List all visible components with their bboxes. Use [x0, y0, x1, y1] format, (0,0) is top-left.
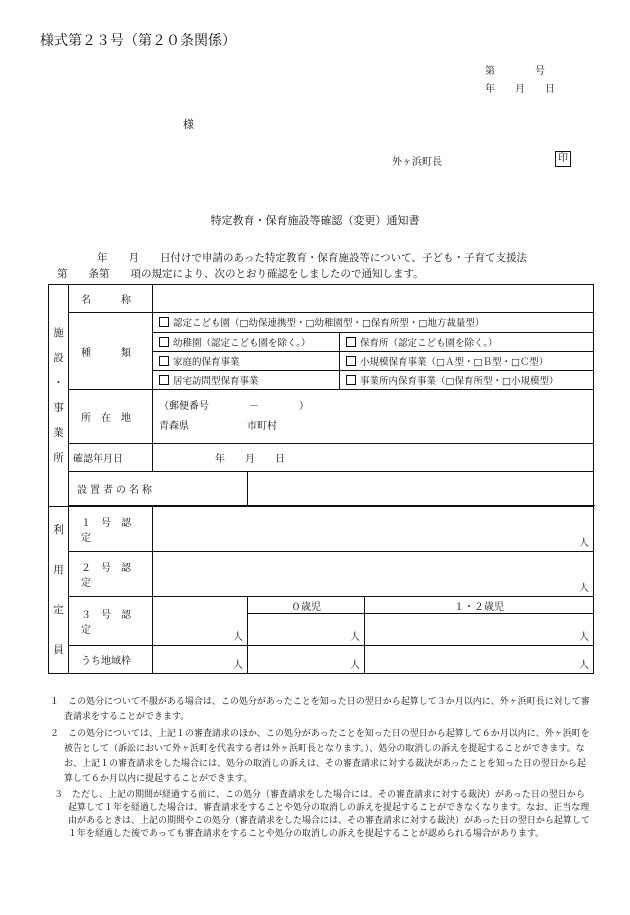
- type-option-home-care[interactable]: 家庭的保育事業: [153, 351, 340, 370]
- intro-line-2: 第 条第 項の規定により、次のとおり確認をしましたので通知します。: [57, 268, 424, 280]
- age0-header: ０歳児: [248, 597, 365, 614]
- type-option-kodomoen[interactable]: 認定こども園（□幼保連携型・□幼稚園型・□保育所型・□地方裁量型）: [153, 313, 593, 332]
- document-date: 年 月 日: [485, 84, 555, 95]
- notes: [50, 695, 590, 843]
- addressee-suffix: 様: [183, 118, 194, 131]
- note-1: １ この処分について不服がある場合は、この処分があったことを知った日の翌日から起算して３か月以内に、外ヶ浜町長に対して審査請求をすることができます。: [50, 697, 590, 722]
- type-option-kindergarten[interactable]: 幼稚園（認定こども園を除く。）: [153, 332, 340, 351]
- cert3-label: ３ 号 認 定: [69, 597, 153, 646]
- founder-field[interactable]: [248, 472, 594, 506]
- name-label: 名 称: [69, 285, 153, 313]
- issuer-name: 外ヶ浜町長: [392, 157, 442, 168]
- type-label: 種 類: [69, 313, 153, 390]
- type-option-small-scale[interactable]: 小規模保育事業（□Ａ型・□Ｂ型・□Ｃ型）: [340, 351, 594, 370]
- intro-line-1: 年 月 日付けで申請のあった特定教育・保育施設等について、子ども・子育て支援法: [97, 252, 527, 264]
- type-options: [153, 313, 594, 390]
- local-quota-age0[interactable]: 人: [248, 646, 365, 674]
- side-users: 利 用 定 員: [49, 507, 69, 674]
- local-quota-total[interactable]: 人: [153, 646, 248, 674]
- local-quota-age12[interactable]: 人: [365, 646, 594, 674]
- note-2: ２ この処分については、上記１の審査請求のほか、この処分があったことを知った日の翌日から起算して６か月以内に、外ヶ浜町を被告として（訴訟において外ヶ浜町を代表する者は外ヶ浜町長となります。）、処分の取消しの訴えを提起することができます。なお、上記１の審査請求をした場合には、処分の取消しの訴えは、その審査請求に対する裁決があったことを知った日の翌日から起算して６か月以内に提起することができます。: [50, 729, 590, 784]
- side-facility: 施 設 ・ 事 業 所: [49, 285, 69, 507]
- cert3-age12-count[interactable]: 人: [365, 614, 594, 646]
- age12-header: １・２歳児: [365, 597, 594, 614]
- form-number: 様式第２３号（第２０条関係）: [40, 33, 236, 49]
- location-label: 所 在 地: [69, 390, 153, 444]
- type-option-workplace[interactable]: 事業所内保育事業（□保育所型・□小規模型）: [340, 370, 594, 389]
- type-option-home-visit[interactable]: 居宅訪問型保育事業: [153, 370, 340, 389]
- note-3: ３ ただし、上記の期間が経過する前に、この処分（審査請求をした場合には、その審査請求に対する裁決）があった日の翌日から起算して１年を経過した場合は、審査請求をすることや処分の取消しの訴えを提起することができなくなります。なお、正当な理由があるときは、上記の期間やこの処分（審査請求をした場合には、その審査請求に対する裁決）があった日の翌日から起算して１年を経過した後であっても審査請求をすることや処分の取消しの訴えを提起することが認められる場合があります。: [54, 790, 590, 839]
- document-title: 特定教育・保育施設等確認（変更）通知書: [210, 214, 420, 227]
- type-option-nursery[interactable]: 保育所（認定こども園を除く。）: [340, 332, 594, 351]
- location-field[interactable]: [153, 390, 594, 444]
- confirm-date-field[interactable]: 年 月 日: [153, 444, 594, 472]
- cert1-label: １ 号 認 定: [69, 507, 153, 552]
- cert3-age0-count[interactable]: 人: [248, 614, 365, 646]
- cert3-total[interactable]: 人: [153, 597, 248, 646]
- postal-code: （郵便番号 － ）: [159, 400, 309, 412]
- cert2-count[interactable]: 人: [153, 552, 594, 597]
- document-number: 第 号: [485, 66, 545, 77]
- city-suffix: 市町村: [247, 420, 277, 432]
- cert2-label: ２ 号 認 定: [69, 552, 153, 597]
- local-quota-label: うち地域枠: [69, 646, 153, 674]
- cert1-count[interactable]: 人: [153, 507, 594, 552]
- founder-label: 設置者の名称: [69, 472, 248, 506]
- name-field[interactable]: [153, 285, 594, 313]
- prefecture: 青森県: [159, 420, 189, 432]
- confirm-date-label: 確認年月日: [69, 444, 153, 472]
- confirmation-table: [48, 284, 594, 674]
- seal-mark: 印: [555, 151, 571, 167]
